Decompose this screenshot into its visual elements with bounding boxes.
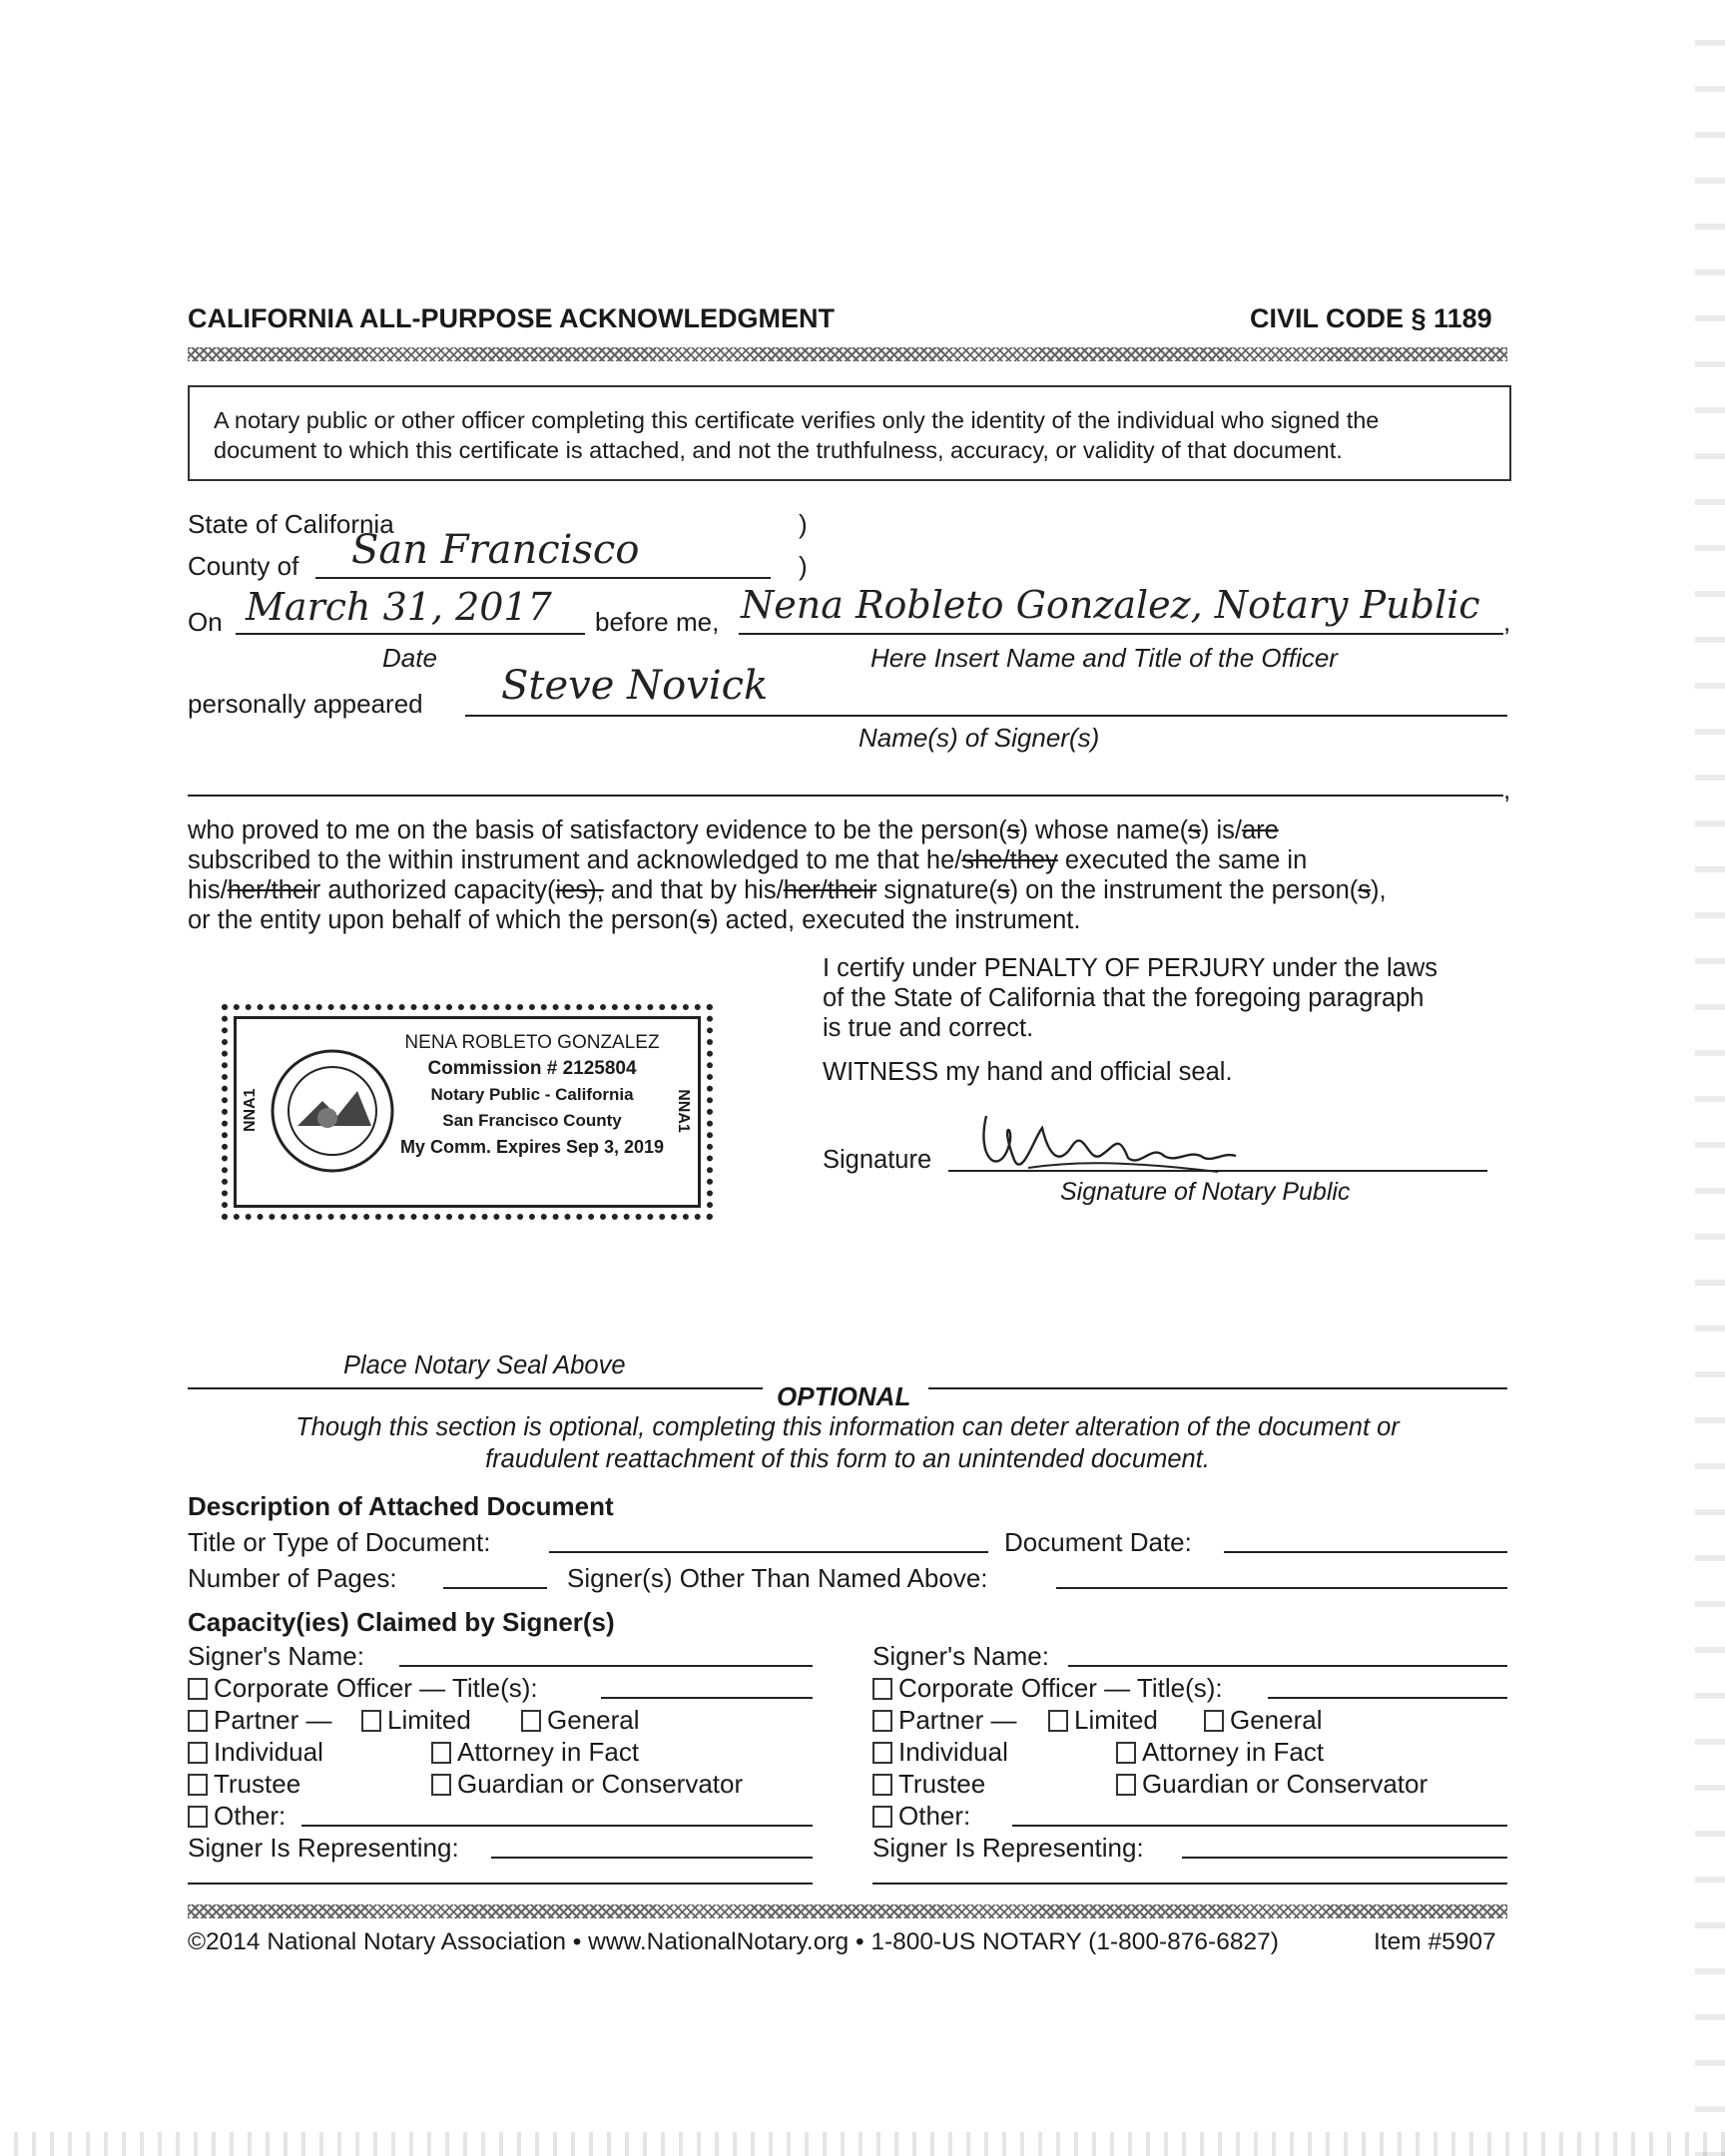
officer-line [739,633,1503,635]
corporate-checkbox-2[interactable] [872,1678,892,1700]
corporate-label-2: Corporate Officer — Title(s): [898,1673,1223,1703]
appeared-label: personally appeared [188,689,423,719]
other-label-2: Other: [898,1801,971,1831]
paren-2: ) [799,551,808,581]
attorney-checkbox-2[interactable] [1116,1742,1136,1764]
general-checkbox-2[interactable] [1204,1710,1224,1732]
corporate-title-line-2[interactable] [1268,1697,1507,1699]
trustee-option-2[interactable] [872,1769,985,1800]
partner-option[interactable] [188,1705,332,1736]
general-label-2: General [1230,1705,1323,1735]
top-divider [188,347,1507,361]
attorney-label-2: Attorney in Fact [1142,1737,1325,1767]
stamp-title: Notary Public - California [430,1085,634,1104]
optional-note-1: Though this section is optional, completing this information can deter alteration of the document or [295,1413,1400,1441]
bottom-divider [188,1904,1507,1918]
stamp-side-text-left: NNA1 [242,1088,259,1132]
guardian-checkbox-2[interactable] [1116,1774,1136,1796]
california-seal-icon [268,1046,397,1176]
corporate-checkbox[interactable] [188,1678,208,1700]
stamp-side-text-right: NNA1 [675,1089,693,1133]
pages-line[interactable] [443,1587,547,1589]
representing-line-2[interactable] [188,1883,813,1885]
officer-caption: Here Insert Name and Title of the Officer [870,643,1338,673]
signer-name-line[interactable] [399,1665,813,1667]
limited-label-2: Limited [1074,1705,1158,1735]
other-checkbox-2[interactable] [872,1806,892,1828]
signer-line [465,715,1507,717]
other-line-2[interactable] [1012,1825,1507,1827]
corporate-title-line[interactable] [601,1697,813,1699]
trustee-checkbox-2[interactable] [872,1774,892,1796]
trustee-label: Trustee [214,1769,301,1799]
optional-note-2: fraudulent reattachment of this form to an unintended document. [485,1445,1210,1473]
officer-value: Nena Robleto Gonzalez, Notary Public [741,583,1480,627]
county-label: County of [188,551,299,581]
doc-title-line[interactable] [549,1551,988,1553]
limited-label: Limited [387,1705,471,1735]
scan-edge-bottom [0,2132,1725,2156]
signer-name-line-2[interactable] [1068,1665,1507,1667]
general-label: General [547,1705,640,1735]
notary-stamp [222,1004,713,1220]
guardian-label: Guardian or Conservator [457,1769,744,1799]
individual-option-2[interactable] [872,1737,1008,1768]
stamp-expires: My Comm. Expires Sep 3, 2019 [399,1137,665,1157]
doc-date-label: Document Date: [1004,1527,1192,1557]
notice-line-1: A notary public or other officer completing this certificate verifies only the identity of the individual who signed the [214,407,1380,433]
other-option[interactable] [188,1801,286,1832]
certify-line-2: of the State of California that the foregoing paragraph [823,984,1425,1012]
partner-checkbox-2[interactable] [872,1710,892,1732]
certify-line-3: is true and correct. [823,1014,1034,1042]
body-line-2: subscribed to the within instrument and acknowledged to me that he/she/they executed the same in [188,846,1308,874]
before-me-label: before me, [595,607,720,637]
guardian-option-2[interactable] [1116,1769,1428,1800]
trustee-checkbox[interactable] [188,1774,208,1796]
date-line [236,633,585,635]
guardian-option[interactable] [431,1769,743,1800]
individual-option[interactable] [188,1737,323,1768]
stamp-county: San Francisco County [442,1111,622,1130]
county-line [315,577,771,579]
limited-option[interactable] [361,1705,471,1736]
individual-checkbox-2[interactable] [872,1742,892,1764]
seal-caption: Place Notary Seal Above [343,1351,626,1379]
pages-label: Number of Pages: [188,1563,397,1593]
guardian-checkbox[interactable] [431,1774,451,1796]
notice-line-2: document to which this certificate is attached, and not the truthfulness, accuracy, or validity of that document. [214,437,1343,463]
attorney-label: Attorney in Fact [457,1737,640,1767]
limited-checkbox-2[interactable] [1048,1710,1068,1732]
individual-label: Individual [214,1737,323,1767]
body-line-4: or the entity upon behalf of which the person(s) acted, executed the instrument. [188,906,1081,934]
partner-label-2: Partner — [898,1705,1017,1735]
attorney-option-2[interactable] [1116,1737,1324,1768]
scan-edge-right [1695,0,1725,2156]
officer-comma: , [1503,607,1511,637]
signer-caption: Name(s) of Signer(s) [859,723,1100,753]
form-title: CALIFORNIA ALL-PURPOSE ACKNOWLEDGMENT [188,303,835,333]
representing-line-2b[interactable] [1182,1857,1507,1859]
signer-line-2 [188,795,1503,797]
representing-label-2: Signer Is Representing: [872,1833,1144,1863]
other-option-2[interactable] [872,1801,970,1832]
partner-checkbox[interactable] [188,1710,208,1732]
guardian-label-2: Guardian or Conservator [1142,1769,1429,1799]
date-value: March 31, 2017 [246,585,552,629]
description-heading: Description of Attached Document [188,1491,614,1521]
state-label: State of California [188,509,394,539]
county-value: San Francisco [351,527,640,573]
corporate-option[interactable] [188,1673,538,1704]
footer-item: Item #5907 [1374,1928,1496,1955]
other-line[interactable] [301,1825,813,1827]
partner-label: Partner — [214,1705,332,1735]
signer-comma: , [1503,775,1511,805]
optional-heading: OPTIONAL [777,1381,911,1411]
paren-1: ) [799,509,808,539]
witness-text: WITNESS my hand and official seal. [823,1058,1233,1086]
trustee-label-2: Trustee [898,1769,986,1799]
general-checkbox[interactable] [521,1710,541,1732]
attorney-option[interactable] [431,1737,639,1768]
limited-checkbox[interactable] [361,1710,381,1732]
trustee-option[interactable] [188,1769,300,1800]
certify-line-1: I certify under PENALTY OF PERJURY under the laws [823,954,1438,982]
corporate-option-2[interactable] [872,1673,1223,1704]
stamp-name: NENA ROBLETO GONZALEZ [404,1032,660,1053]
other-signers-label: Signer(s) Other Than Named Above: [567,1563,988,1593]
partner-option-2[interactable] [872,1705,1017,1736]
signer-name-label: Signer's Name: [188,1641,364,1671]
signature-label: Signature [823,1146,932,1174]
notice-box [188,385,1511,481]
on-label: On [188,607,223,637]
optional-rule-right [928,1387,1507,1389]
signer-value: Steve Novick [501,663,769,709]
body-line-1: who proved to me on the basis of satisfactory evidence to be the person(s) whose name(s) is/are [188,816,1279,844]
footer-text: ©2014 National Notary Association • www.NationalNotary.org • 1-800-US NOTARY (1-800-876-6827) [188,1928,1279,1955]
representing-line-2c[interactable] [872,1883,1507,1885]
signer-name-label-2: Signer's Name: [872,1641,1049,1671]
other-label: Other: [214,1801,287,1831]
individual-label-2: Individual [898,1737,1008,1767]
individual-checkbox[interactable] [188,1742,208,1764]
body-line-3: his/her/their authorized capacity(ies), and that by his/her/their signature(s) on the instrument the person(s), [188,876,1387,904]
signature-caption: Signature of Notary Public [1060,1178,1351,1206]
attorney-checkbox[interactable] [431,1742,451,1764]
representing-line[interactable] [491,1857,813,1859]
limited-option-2[interactable] [1048,1705,1158,1736]
date-caption: Date [382,643,437,673]
corporate-label: Corporate Officer — Title(s): [214,1673,538,1703]
doc-date-line[interactable] [1224,1551,1507,1553]
general-option-2[interactable] [1204,1705,1323,1736]
general-option[interactable] [521,1705,640,1736]
other-checkbox[interactable] [188,1806,208,1828]
representing-label: Signer Is Representing: [188,1833,459,1863]
stamp-commission: Commission # 2125804 [427,1058,637,1079]
capacity-heading: Capacity(ies) Claimed by Signer(s) [188,1607,615,1637]
other-signers-line[interactable] [1056,1587,1507,1589]
doc-title-label: Title or Type of Document: [188,1527,491,1557]
optional-rule-left [188,1387,763,1389]
civil-code: CIVIL CODE § 1189 [1250,303,1492,333]
